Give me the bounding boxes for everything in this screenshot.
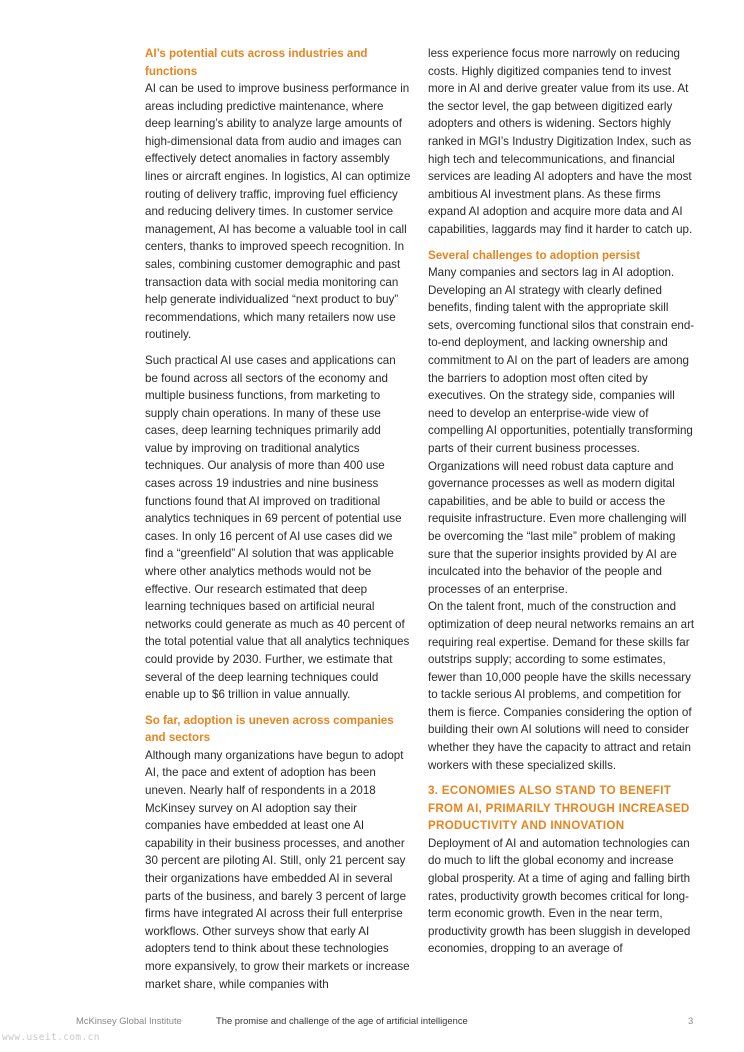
section-heading: Several challenges to adoption persist <box>428 248 640 262</box>
section-heading: So far, adoption is uneven across companies and sectors <box>145 713 394 745</box>
chapter-heading: 3. ECONOMIES ALSO STAND TO BENEFIT FROM AI, PRIMARILY THROUGH INCREASED PRODUCTIVITY AND INNOVATION <box>428 784 690 833</box>
body-paragraph: Although many organizations have begun to adopt AI, the pace and extent of adoption has been uneven. Nearly half of respondents in a 2018 McKinsey survey on AI adoption say their companies have embedded at least one AI capability in their business processes, and another 30 percent are piloting AI. Still, only 21 percent say their organizations have embedded AI in several parts of the business, and barely 3 percent of large firms have integrated AI across their full enterprise workflows. Other surveys show that early AI adopters tend to think about these technologies more expansively, to grow their markets or increase market share, while companies with <box>145 748 410 991</box>
watermark: www.useit.com.cn <box>2 1032 100 1043</box>
body-paragraph: less experience focus more narrowly on reducing costs. Highly digitized companies tend to invest more in AI and derive greater value from its use. At the sector level, the gap between digitized early adopters and others is widening. Sectors highly ranked in MGI’s Industry Digitization Index, such as high tech and telecommunications, and financial services are leading AI adopters and have the most ambitious AI investment plans. As these firms expand AI adoption and acquire more data and AI capabilities, laggards may find it harder to catch up. <box>428 47 693 236</box>
body-paragraph: AI can be used to improve business performance in areas including predictive maintenance, where deep learning’s ability to analyze large amounts of high-dimensional data from audio and images can effectively detect anomalies in factory assembly lines or aircraft engines. In logistics, AI can optimize routing of delivery traffic, improving fuel efficiency and reducing delivery times. In customer service management, AI has become a valuable tool in call centers, thanks to improved speech recognition. In sales, combining customer demographic and past transaction data with social media monitoring can help generate individualized “next product to buy” recommendations, which many retailers now use routinely. <box>145 82 411 342</box>
body-paragraph: On the talent front, much of the construction and optimization of deep neural networks remains an art requiring real expertise. Demand for these skills far outstrips supply; according to some estimates, fewer than 10,000 people have the skills necessary to tackle serious AI problems, and competition for them is fierce. Companies considering the option of building their own AI solutions will need to consider whether they have the capacity to attract and retain workers with these specialized skills. <box>428 600 695 772</box>
page-number: 3 <box>688 1015 694 1026</box>
body-paragraph: Deployment of AI and automation technologies can do much to lift the global economy and increase global prosperity. At a time of aging and falling birth rates, productivity growth becomes critical for long-term economic growth. Even in the near term, productivity growth has been sluggish in developed economies, dropping to an average of <box>428 836 691 956</box>
left-column <box>145 45 411 993</box>
body-paragraph: Such practical AI use cases and applications can be found across all sectors of the economy and multiple business functions, from marketing to supply chain operations. In many of these use cases, deep learning techniques primarily add value by improving on traditional analytics techniques. Our analysis of more than 400 use cases across 19 industries and nine business functions found that AI improved on traditional analytics techniques in 69 percent of potential use cases. In only 16 percent of AI use cases did we find a “greenfield” AI solution that was applicable where other analytics methods would not be effective. Our research estimated that deep learning techniques based on artificial neural networks could generate as much as 40 percent of the total potential value that all analytics techniques could provide by 2030. Further, we estimate that several of the deep learning techniques could enable up to $6 trillion in value annually. <box>145 353 410 702</box>
section-heading: AI’s potential cuts across industries and functions <box>145 47 368 78</box>
footer-title: The promise and challenge of the age of artificial intelligence <box>216 1015 468 1026</box>
footer-publisher: McKinsey Global Institute <box>76 1015 182 1026</box>
body-paragraph: Many companies and sectors lag in AI adoption. Developing an AI strategy with clearly defined benefits, finding talent with the appropriate skill sets, overcoming functional silos that constrain end-to-end deployment, and lacking ownership and commitment to AI on the part of leaders are among the barriers to adoption most often cited by executives. On the strategy side, companies will need to develop an enterprise-wide view of compelling AI opportunities, potentially transforming parts of their current business processes. Organizations will need robust data capture and governance processes as well as modern digital capabilities, and be able to build or access the requisite infrastructure. Even more challenging will be overcoming the “last mile” problem of making sure that the superior insights provided by AI are inculcated into the behavior of the people and processes of an enterprise. <box>428 266 695 596</box>
right-column <box>428 45 696 958</box>
